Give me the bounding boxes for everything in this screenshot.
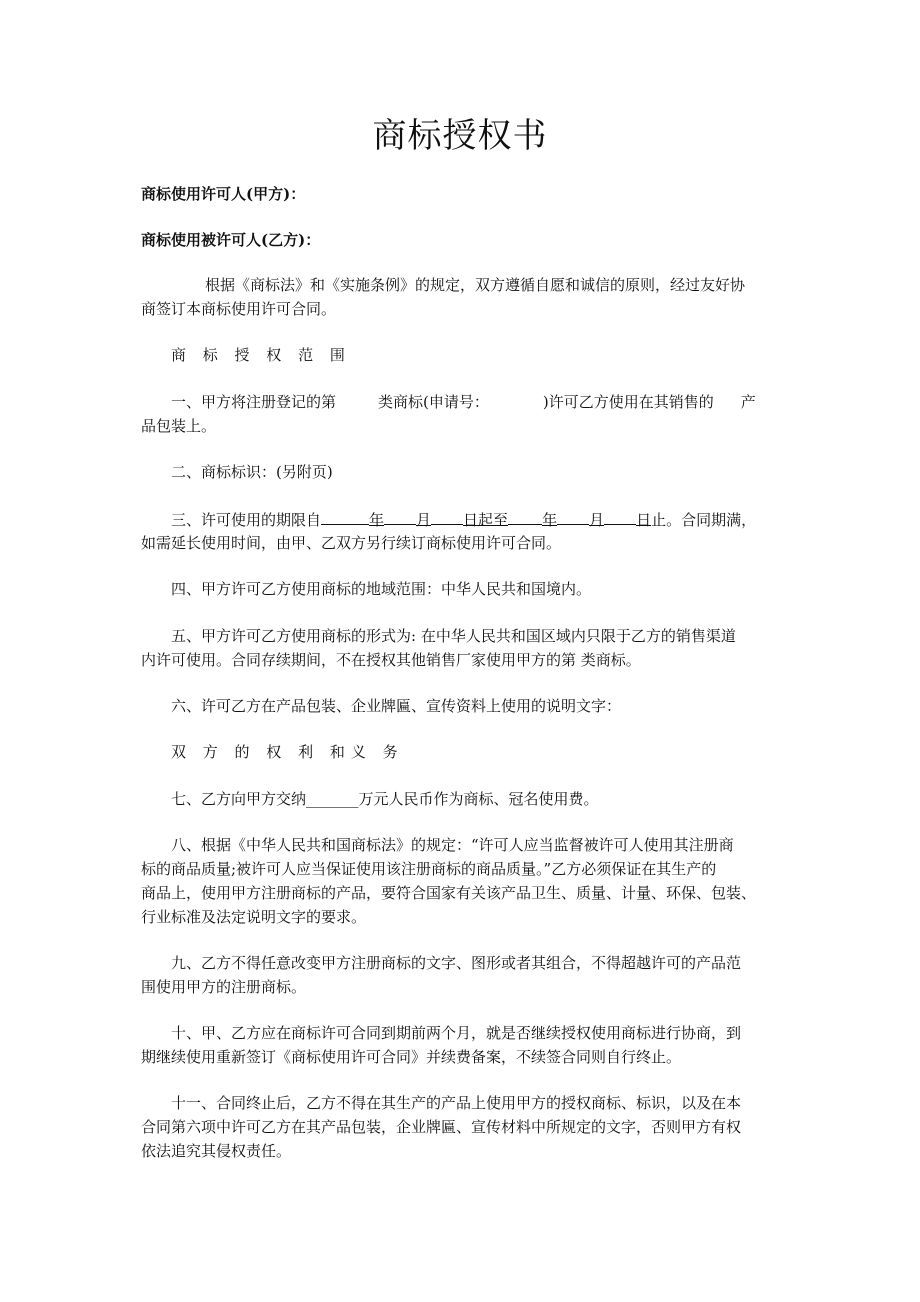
start-month-blank[interactable] bbox=[384, 507, 416, 525]
clause-9-line-2: 围使用甲方的注册商标。 bbox=[141, 978, 307, 996]
end-year-label: 年 bbox=[542, 508, 557, 526]
clause-8-line-4: 行业标准及法定说明文字的要求。 bbox=[141, 908, 367, 926]
end-month-blank[interactable] bbox=[557, 507, 589, 525]
start-month-label: 月 bbox=[416, 508, 431, 526]
clause-7-part-a: 七、乙方向甲方交纳 bbox=[171, 790, 307, 808]
end-day-label: 日 bbox=[636, 508, 651, 526]
document-title: 商标授权书 bbox=[372, 116, 548, 156]
preamble-line-1: 根据《商标法》和《实施条例》的规定，双方遵循自愿和诚信的原则，经过友好协 bbox=[205, 276, 746, 294]
end-year-blank[interactable] bbox=[508, 507, 542, 525]
clause-6: 六、许可乙方在产品包装、企业牌匾、宣传资料上使用的说明文字： bbox=[171, 697, 622, 715]
licensee-label: 商标使用被许可人(乙方)： bbox=[141, 231, 321, 249]
preamble-line-2: 商签订本商标使用许可合同。 bbox=[141, 300, 337, 318]
clause-11-line-1: 十一、合同终止后，乙方不得在其生产的产品上使用甲方的授权商标、标识，以及在本 bbox=[171, 1094, 742, 1112]
clause-2: 二、商标标识：(另附页) bbox=[171, 463, 333, 481]
clause-11-line-3: 依法追究其侵权责任。 bbox=[141, 1142, 292, 1160]
clause-8-line-1: 八、根据《中华人民共和国商标法》的规定：“许可人应当监督被许可人使用其注册商 bbox=[171, 836, 734, 854]
clause-1-part-d: 产 bbox=[740, 393, 756, 411]
start-year-blank[interactable] bbox=[321, 507, 369, 525]
fee-amount-blank[interactable]: _______ bbox=[306, 790, 359, 808]
clause-8-line-3: 商品上，使用甲方注册商标的产品，要符合国家有关该产品卫生、质量、计量、环保、包装、 bbox=[141, 884, 757, 902]
start-year-label: 年 bbox=[369, 508, 384, 526]
clause-3-line-1 bbox=[141, 507, 816, 532]
clause-10-line-1: 十、甲、乙方应在商标许可合同到期前两个月，就是否继续授权使用商标进行协商，到 bbox=[171, 1024, 742, 1042]
clause-9-line-1: 九、乙方不得任意改变甲方注册商标的文字、图形或者其组合，不得超越许可的产品范 bbox=[171, 954, 742, 972]
clause-8-line-2: 标的商品质量;被许可人应当保证使用该注册商标的商品质量。”乙方必须保证在其生产的 bbox=[141, 860, 717, 878]
clause-4: 四、甲方许可乙方使用商标的地域范围：中华人民共和国境内。 bbox=[171, 580, 592, 598]
section-heading-scope: 商 标 授 权 范 围 bbox=[171, 346, 351, 364]
start-day-label: 日起至 bbox=[463, 508, 508, 526]
clause-1-part-c: )许可乙方使用在其销售的 bbox=[542, 393, 714, 411]
clause-5-line-1: 五、甲方许可乙方使用商标的形式为: 在中华人民共和国区域内只限于乙方的销售渠道 bbox=[171, 627, 736, 645]
clause-5-line-2: 内许可使用。合同存续期间，不在授权其他销售厂家使用甲方的第 类商标。 bbox=[141, 651, 641, 669]
clause-11-line-2: 合同第六项中许可乙方在其产品包装，企业牌匾、宣传材料中所规定的文字，否则甲方有权 bbox=[141, 1118, 742, 1136]
end-day-blank[interactable] bbox=[604, 507, 636, 525]
clause-1-line-1 bbox=[141, 390, 816, 414]
end-month-label: 月 bbox=[589, 508, 604, 526]
clause-1-line-2: 品包装上。 bbox=[141, 417, 217, 435]
clause-3-part-a: 三、许可使用的期限自 bbox=[171, 511, 322, 529]
clause-3-end: 止。合同期满， bbox=[651, 511, 757, 529]
clause-10-line-2: 期继续使用重新签订《商标使用许可合同》并续费备案，不续签合同则自行终止。 bbox=[141, 1048, 682, 1066]
start-day-blank[interactable] bbox=[431, 507, 463, 525]
clause-7 bbox=[141, 787, 816, 811]
clause-3-line-2: 如需延长使用时间，由甲、乙双方另行续订商标使用许可合同。 bbox=[141, 534, 562, 552]
clause-1-part-b: 类商标(申请号： bbox=[378, 393, 489, 411]
section-heading-rights: 双 方 的 权 利 和义 务 bbox=[171, 743, 404, 761]
clause-1-part-a: 一、甲方将注册登记的第 bbox=[171, 393, 337, 411]
licensor-label: 商标使用许可人(甲方)： bbox=[141, 185, 306, 203]
clause-7-part-b: 万元人民币作为商标、冠名使用费。 bbox=[358, 790, 599, 808]
